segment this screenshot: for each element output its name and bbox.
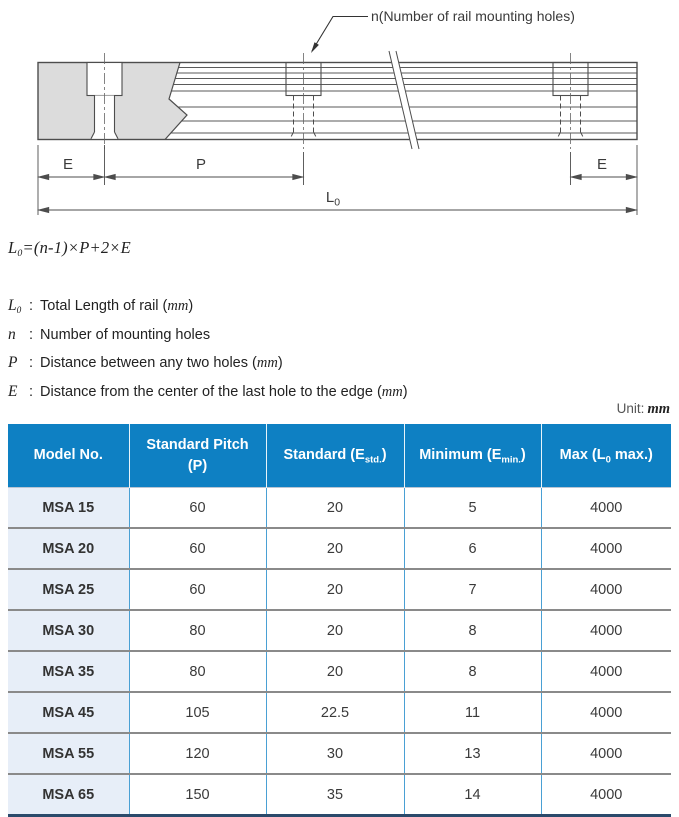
value-cell: 13: [404, 733, 541, 774]
value-cell: 20: [266, 569, 404, 610]
value-cell: 20: [266, 651, 404, 692]
value-cell: 8: [404, 651, 541, 692]
value-cell: 80: [129, 610, 266, 651]
unit-value: mm: [647, 401, 670, 417]
value-cell: 4000: [541, 610, 671, 651]
dim-label-l0: $L_0$: [325, 189, 341, 209]
value-cell: 5: [404, 488, 541, 529]
table-row: [8, 569, 671, 610]
model-cell: MSA 25: [8, 569, 129, 610]
unit-note: [617, 401, 670, 418]
definition-symbol: $L_0$: [8, 297, 22, 316]
value-cell: 60: [129, 488, 266, 529]
definitions-list: [8, 292, 408, 406]
value-cell: 4000: [541, 488, 671, 529]
value-cell: 8: [404, 610, 541, 651]
column-header: Standard $(E_{std.})$: [266, 424, 404, 488]
value-cell: 60: [129, 528, 266, 569]
definition-symbol: P: [8, 354, 18, 372]
unit-label: Unit:: [616, 401, 645, 416]
value-cell: 4000: [541, 651, 671, 692]
annotation-label: n(Number of rail mounting holes): [371, 8, 575, 24]
header-row: [8, 424, 671, 488]
value-cell: 105: [129, 692, 266, 733]
table-row: [8, 610, 671, 651]
dim-label-e-left: E: [62, 156, 74, 173]
annotation-leader: [311, 17, 368, 54]
value-cell: 20: [266, 610, 404, 651]
spec-table-header: [8, 424, 671, 488]
column-header: Minimum $(E_{min.})$: [404, 424, 541, 488]
table-row: [8, 733, 671, 774]
value-cell: 4000: [541, 692, 671, 733]
column-header: Max ($L_0$ max.): [541, 424, 671, 488]
table-row: [8, 651, 671, 692]
spec-table-body: [8, 488, 671, 816]
value-cell: 7: [404, 569, 541, 610]
value-cell: 30: [266, 733, 404, 774]
value-cell: 20: [266, 528, 404, 569]
value-cell: 6: [404, 528, 541, 569]
rail-length-formula: $L_0=(n-1)\times P+2\times E$: [8, 238, 131, 259]
value-cell: 80: [129, 651, 266, 692]
column-header: Model No.: [8, 424, 129, 488]
value-cell: 20: [266, 488, 404, 529]
break-mark: [389, 51, 419, 149]
model-cell: MSA 15: [8, 488, 129, 529]
definition-item: E : Distance from the center of the last hole to the edge (mm): [8, 378, 408, 407]
value-cell: 14: [404, 774, 541, 816]
value-cell: 22.5: [266, 692, 404, 733]
table-row: [8, 528, 671, 569]
model-cell: MSA 55: [8, 733, 129, 774]
value-cell: 11: [404, 692, 541, 733]
rail-spec-table: [8, 424, 671, 817]
value-cell: 4000: [541, 774, 671, 816]
definition-item: n : Number of mounting holes: [8, 321, 408, 350]
definition-item: P : Distance between any two holes (mm): [8, 349, 408, 378]
value-cell: 120: [129, 733, 266, 774]
definition-symbol: E: [8, 382, 18, 400]
definition-text: Distance from the center of the last hole to the edge (mm): [40, 383, 408, 400]
dim-label-e-right: E: [596, 156, 608, 173]
table-row: [8, 692, 671, 733]
model-cell: MSA 30: [8, 610, 129, 651]
definition-text: Number of mounting holes: [40, 326, 211, 343]
value-cell: 4000: [541, 733, 671, 774]
rail-dimension-drawing: [0, 0, 679, 230]
rail-groove-lines: [150, 68, 637, 134]
table-row: [8, 774, 671, 816]
definition-text: Total Length of rail (mm): [40, 298, 194, 314]
column-header: Standard Pitch (P): [129, 424, 266, 488]
model-cell: MSA 45: [8, 692, 129, 733]
definition-text: Distance between any two holes (mm): [40, 355, 283, 372]
value-cell: 4000: [541, 569, 671, 610]
value-cell: 150: [129, 774, 266, 816]
table-row: [8, 488, 671, 529]
model-cell: MSA 65: [8, 774, 129, 816]
definition-symbol: n: [8, 325, 16, 343]
model-cell: MSA 20: [8, 528, 129, 569]
definition-item: $L_0$ : Total Length of rail (mm): [8, 292, 408, 321]
value-cell: 35: [266, 774, 404, 816]
value-cell: 60: [129, 569, 266, 610]
model-cell: MSA 35: [8, 651, 129, 692]
dim-label-p: P: [195, 156, 207, 173]
value-cell: 4000: [541, 528, 671, 569]
